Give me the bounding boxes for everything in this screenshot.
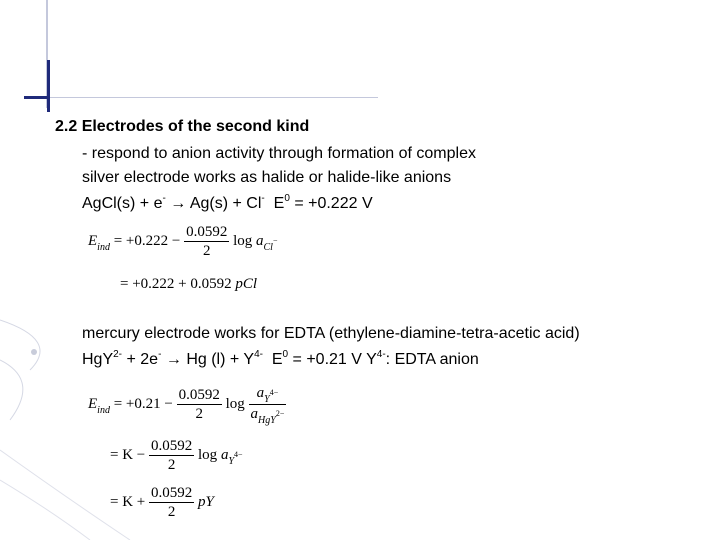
mercury-reaction: [82, 351, 479, 369]
mercury-reaction-middle: Hg (l) + Y: [186, 351, 255, 368]
silver-reaction-middle: Ag(s) + Cl: [189, 195, 262, 212]
eq3-equals: = +0.21 −: [113, 395, 173, 412]
description-line-3: mercury electrode works for EDTA (ethylene-diamine-tetra-acetic acid): [82, 325, 580, 342]
eq4-equals: = K −: [110, 446, 146, 463]
eq5-var: pY: [198, 493, 214, 510]
mercury-e0: E: [271, 351, 283, 368]
mercury-anion-note: : EDTA anion: [385, 351, 479, 368]
eq1-a: a: [256, 232, 264, 249]
silver-reaction: [82, 195, 373, 213]
eq1-log: log: [233, 232, 253, 249]
eq2-text: = +0.222 + 0.0592: [120, 276, 232, 292]
eq5-fraction: [149, 484, 194, 521]
eq3-bottom: [249, 405, 287, 425]
equation-silver-2: [120, 276, 257, 293]
equation-mercury-3: [110, 484, 214, 521]
mercury-anion: Y: [366, 351, 377, 368]
mercury-anion-sup: 4-: [376, 349, 386, 360]
eq3-fraction: [177, 386, 222, 423]
silver-reaction-left: AgCl(s) + e: [82, 195, 163, 212]
eq3-bottom-sub: HgY: [258, 415, 276, 426]
silver-reaction-left-sup: -: [162, 193, 166, 204]
eq3-top: [249, 384, 287, 405]
eq3-lhs-sub: ind: [97, 404, 110, 416]
equation-silver-1: [88, 223, 277, 260]
mercury-reaction-middle-sup: 4-: [254, 349, 263, 360]
eq3-bottom-sup: 2−: [275, 409, 285, 418]
eq1-num: 0.0592: [186, 224, 228, 240]
mercury-reaction-left: HgY: [82, 351, 114, 368]
arrow-icon: →: [165, 351, 182, 368]
equation-mercury-2: [110, 437, 243, 474]
eq1-lhs-sub: ind: [97, 241, 110, 253]
eq1-den: 2: [202, 243, 211, 259]
description-line-2: silver electrode works as halide or halide-like anions: [82, 169, 452, 186]
eq5-equals: = K +: [110, 493, 146, 510]
slide-decoration-accent-vertical: [47, 60, 50, 112]
eq3-bottom-a: a: [250, 406, 259, 422]
eq4-a: a: [220, 446, 229, 463]
mercury-reaction-plus: + 2e: [126, 351, 159, 368]
eq4-a-sub: Y: [228, 455, 234, 467]
eq5-num: 0.0592: [151, 485, 193, 501]
eq1-lhs: E: [88, 232, 98, 249]
eq1-a-sup: −: [272, 235, 278, 245]
mercury-reaction-left-sup: 2-: [113, 349, 123, 360]
eq2-var: pCl: [235, 276, 258, 292]
slide-decoration-horizontal-line: [48, 97, 378, 98]
eq3-top-sub: Y: [264, 394, 270, 405]
heading: 2.2 Electrodes of the second kind: [55, 118, 310, 135]
eq3-num: 0.0592: [178, 387, 220, 403]
eq4-num: 0.0592: [151, 438, 193, 454]
slide-decoration-accent-horizontal: [24, 96, 48, 99]
eq3-den: 2: [195, 406, 203, 422]
silver-e0: E: [273, 195, 285, 212]
eq3-activity-ratio: [249, 384, 287, 425]
eq4-fraction: [149, 437, 194, 474]
eq5-den: 2: [167, 504, 176, 520]
silver-reaction-middle-sup: -: [261, 193, 265, 204]
arrow-icon: →: [170, 195, 187, 212]
mercury-e0-sup: 0: [282, 349, 289, 360]
eq3-lhs: E: [88, 395, 98, 412]
eq3-top-a: a: [256, 385, 265, 401]
silver-e0-value: = +0.222 V: [294, 195, 373, 212]
silver-e0-sup: 0: [284, 193, 290, 204]
eq4-a-sup: 4−: [234, 449, 243, 459]
eq1-a-sub: Cl: [263, 241, 273, 253]
equation-mercury-1: [88, 384, 286, 425]
mercury-reaction-plus-sup: -: [158, 349, 162, 360]
eq4-log: log: [198, 446, 218, 463]
eq3-top-sup: 4−: [269, 388, 279, 397]
mercury-e0-value: = +0.21 V: [292, 351, 362, 368]
eq1-equals: = +0.222 −: [113, 232, 181, 249]
eq1-fraction: [184, 223, 229, 260]
eq3-log: log: [225, 395, 245, 412]
description-line-1: - respond to anion activity through formation of complex: [82, 145, 476, 162]
eq4-den: 2: [167, 457, 176, 473]
